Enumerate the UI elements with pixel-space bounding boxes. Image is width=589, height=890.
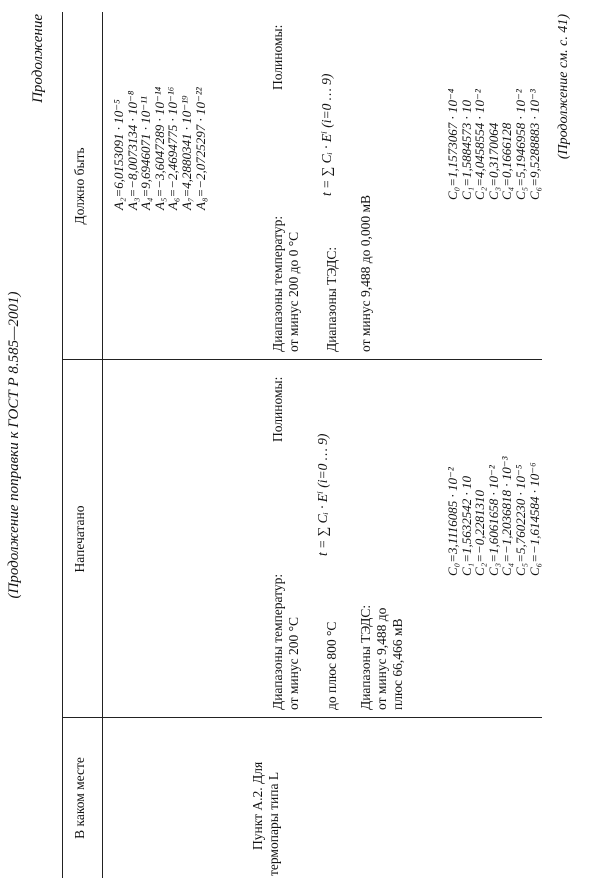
continuation-label: Продолжение [30, 14, 46, 103]
should-be-polynomials-label: Полиномы: [270, 24, 285, 90]
place-line-1: Пункт А.2. Для [250, 761, 265, 850]
should-be-formula: t = ∑ Cᵢ · Eⁱ (i=0 … 9) [319, 73, 334, 196]
running-title: (Продолжение поправки к ГОСТ Р 8.585—2001) [6, 291, 22, 599]
printed-temp-range-label: Диапазоны температур: [270, 573, 285, 710]
continuation-note: (Продолжение см. с. 41) [556, 14, 571, 160]
should-be-emf-label: Диапазоны ТЭДС: [324, 246, 339, 352]
printed-temp-to: до плюс 800 °C [324, 621, 339, 710]
col-header-place: В каком месте [72, 757, 87, 839]
should-be-coef-c6: C₆=9,5288883 · 10⁻³ [526, 89, 542, 200]
coef-a3: A₃=−8,0073134 · 10⁻⁸ [124, 90, 140, 210]
printed-coef-c1: C₁=1,5632542 · 10 [458, 476, 474, 576]
place-line-2: термопары типа L [266, 771, 281, 876]
printed-coef-c3: C₃=1,6061658 · 10⁻² [485, 465, 501, 576]
should-be-coef-c3: C₃=0,3170064 [485, 122, 501, 200]
printed-coef-c6: C₆=−1,614584 · 10⁻⁶ [526, 462, 542, 576]
coef-a8: A₈=−2,0725297 · 10⁻²² [192, 87, 208, 210]
should-be-temp-range: от минус 200 до 0 °C [286, 231, 301, 352]
coef-a2: A₂=6,0153091 · 10⁻⁵ [111, 99, 126, 210]
should-be-coef-c0: C₀=1,1573067 · 10⁻⁴ [445, 88, 460, 200]
col-header-should-be: Должно быть [72, 147, 87, 225]
printed-temp-from: от минус 200 °C [286, 617, 301, 710]
table-top-rule [62, 12, 63, 878]
printed-coef-c0: C₀=3,1116085 · 10⁻² [445, 467, 460, 576]
coef-a4: A₄=9,6946071 · 10⁻¹¹ [138, 96, 154, 210]
should-be-temp-range-label: Диапазоны температур: [270, 215, 285, 352]
printed-coef-c5: C₅=5,7602230 · 10⁻⁵ [513, 464, 528, 576]
coef-a6: A₆=−2,4694775 · 10⁻¹⁶ [165, 86, 181, 210]
should-be-coef-c5: C₅=5,1946958 · 10⁻² [513, 89, 528, 200]
should-be-coef-c1: C₁=1,5884573 · 10 [458, 100, 474, 200]
printed-emf-label: Диапазоны ТЭДС: [358, 604, 373, 710]
printed-polynomials-label: Полиномы: [270, 376, 285, 442]
printed-coef-c2: C₂=−0,2281310 [472, 490, 488, 576]
column-divider-2 [62, 359, 542, 360]
coef-a7: A₇=4,2880341 · 10⁻¹⁹ [179, 95, 194, 210]
should-be-coef-c2: C₂=4,0458554 · 10⁻² [472, 89, 488, 200]
printed-formula: t = ∑ Cᵢ · Eⁱ (i=0 … 9) [315, 433, 330, 556]
printed-emf-to: плюс 66,466 мВ [390, 618, 405, 710]
printed-coef-c4: C₄=−1,2036818 · 10⁻³ [499, 456, 515, 576]
should-be-emf-range: от минус 9,488 до 0,000 мВ [358, 195, 373, 352]
should-be-coef-c4: C₄=0,1666128 [499, 122, 515, 200]
printed-emf-from: от минус 9,488 до [374, 607, 389, 710]
coef-a5: A₅=−3,6047289 · 10⁻¹⁴ [151, 86, 167, 210]
header-bottom-rule [102, 12, 103, 878]
col-header-printed: Напечатано [72, 505, 87, 573]
column-divider-1 [62, 717, 542, 718]
